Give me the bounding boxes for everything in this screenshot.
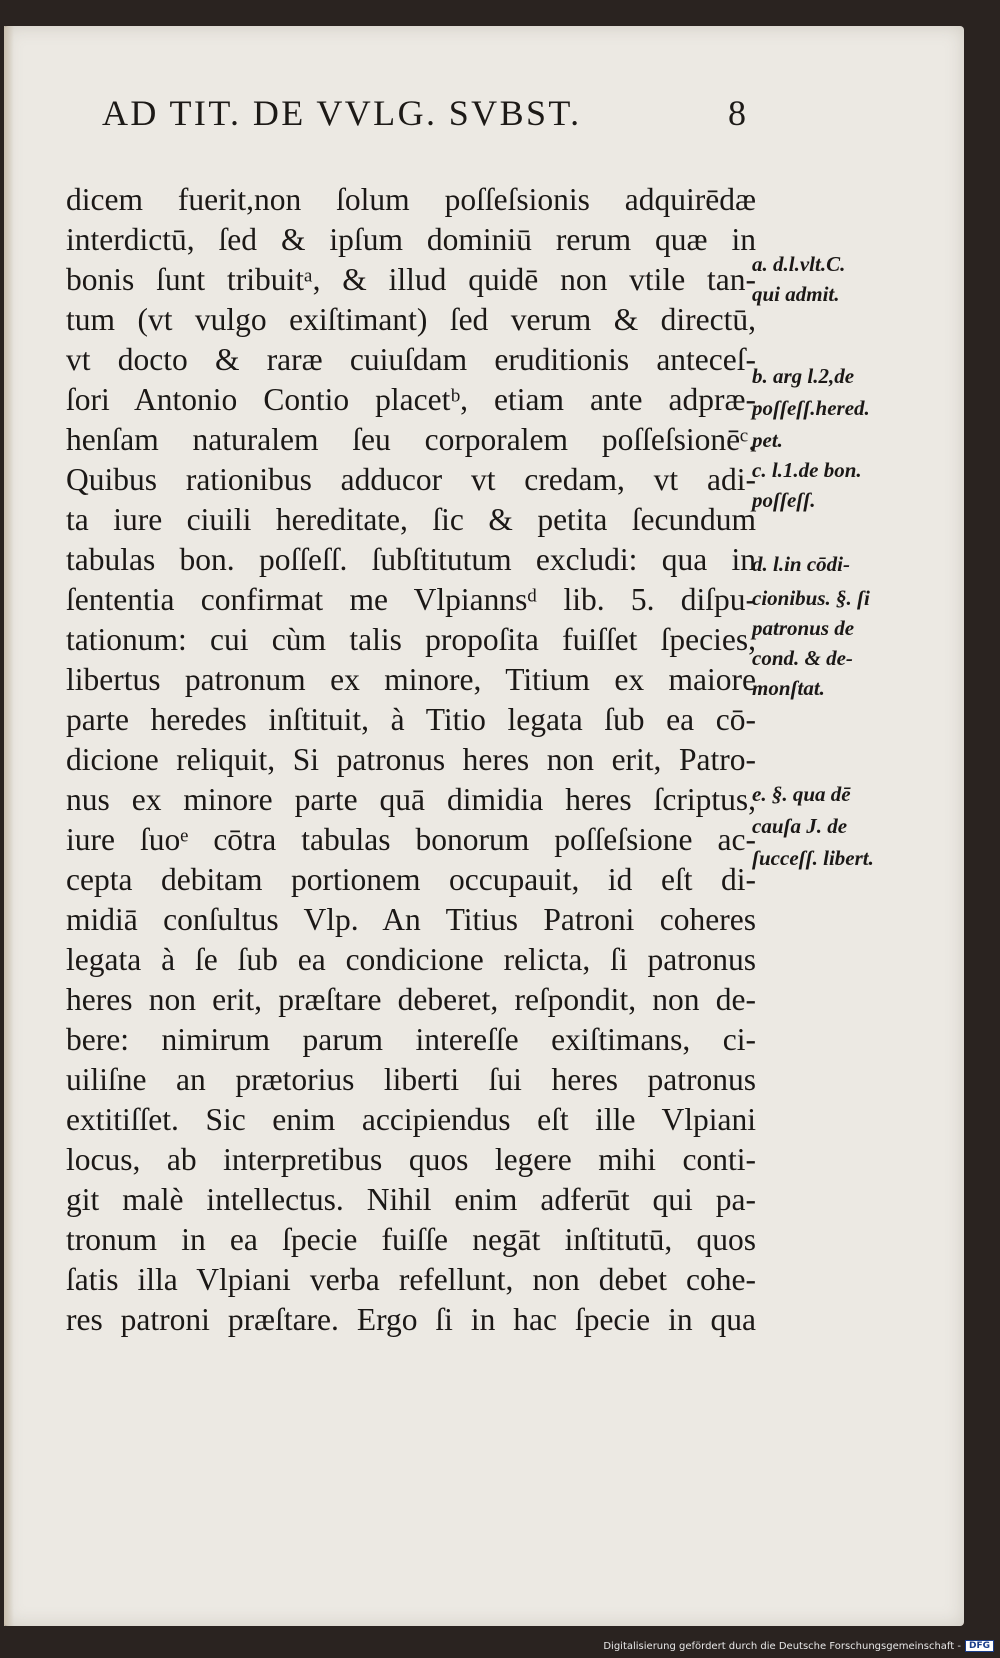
text-line: henſam naturalem ſeu corporalem poſſeſsionēᶜ. xyxy=(66,422,756,457)
text-line: heres non erit, præſtare deberet, reſpondit, non de- xyxy=(66,982,756,1017)
book-page xyxy=(4,26,964,1626)
digitization-credit xyxy=(603,1640,994,1652)
margin-note: d. l.in cōdi- xyxy=(752,552,850,576)
margin-note: e. §. qua dē xyxy=(752,782,851,806)
page-number: 8 xyxy=(728,93,746,133)
text-line: tationum: cui cùm talis propoſita fuiſſet ſpecies, xyxy=(66,622,756,657)
margin-note: poſſeſſ. xyxy=(752,488,816,512)
margin-note: pet. xyxy=(752,428,783,452)
text-line: parte heredes inſtituit, à Titio legata ſub ea cō- xyxy=(66,702,756,737)
margin-note: cionibus. §. ſi xyxy=(752,586,870,610)
text-line: ſatis illa Vlpiani verba refellunt, non debet cohe- xyxy=(66,1262,756,1297)
running-header: AD TIT. DE VVLG. SVBST. xyxy=(102,93,582,133)
text-line: legata à ſe ſub ea condicione relicta, ſi patronus xyxy=(66,942,756,977)
text-line: ta iure ciuili hereditate, ſic & petita ſecundum xyxy=(66,502,756,537)
text-line: tabulas bon. poſſeſſ. ſubſtitutum excludi: qua in xyxy=(66,542,756,577)
text-line: git malè intellectus. Nihil enim adferūt qui pa- xyxy=(66,1182,756,1217)
margin-note: patronus de xyxy=(752,616,855,640)
text-line: cepta debitam portionem occupauit, id eſt di- xyxy=(66,862,756,897)
text-line: dicione reliquit, Si patronus heres non erit, Patro- xyxy=(66,742,756,777)
text-line: interdictū, ſed & ipſum dominiū rerum quæ in xyxy=(66,222,756,257)
text-line: uiliſne an prætorius liberti ſui heres patronus xyxy=(66,1062,756,1097)
text-line: locus, ab interpretibus quos legere mihi conti- xyxy=(66,1142,756,1177)
main-text-block xyxy=(66,180,756,1340)
credit-text: Digitalisierung gefördert durch die Deutsche Forschungsgemeinschaft - xyxy=(603,1640,961,1652)
margin-note: cond. & de- xyxy=(752,646,853,670)
dfg-logo: DFG xyxy=(965,1640,994,1652)
margin-note: qui admit. xyxy=(752,282,840,306)
text-line: iure ſuoᵉ cōtra tabulas bonorum poſſeſsione ac- xyxy=(66,822,756,857)
text-line: dicem fuerit,non ſolum poſſeſsionis adquirēdæ xyxy=(66,182,756,217)
margin-note: monſtat. xyxy=(752,676,825,700)
text-line: ſori Antonio Contio placetᵇ, etiam ante adpræ- xyxy=(66,382,756,417)
text-line: nus ex minore parte quā dimidia heres ſcriptus, xyxy=(66,782,756,817)
text-line: vt docto & raræ cuiuſdam eruditionis anteceſ- xyxy=(66,342,756,377)
text-line: bere: nimirum parum intereſſe exiſtimans, ci- xyxy=(66,1022,756,1057)
text-line: bonis ſunt tribuitᵃ, & illud quidē non vtile tan- xyxy=(66,262,756,297)
text-line: libertus patronum ex minore, Titium ex maiore xyxy=(66,662,756,697)
text-line: extitiſſet. Sic enim accipiendus eſt ille Vlpiani xyxy=(66,1102,756,1137)
margin-note: ſucceſſ. libert. xyxy=(752,846,874,870)
text-line: ſententia confirmat me Vlpiannsᵈ lib. 5. diſpu- xyxy=(66,582,756,617)
margin-note: cauſa J. de xyxy=(752,814,848,838)
text-line: tum (vt vulgo exiſtimant) ſed verum & directū, xyxy=(66,302,756,337)
text-line: Quibus rationibus adducor vt credam, vt adi- xyxy=(66,462,756,497)
text-line: tronum in ea ſpecie fuiſſe negāt inſtitutū, quos xyxy=(66,1222,756,1257)
margin-note: c. l.1.de bon. xyxy=(752,458,862,482)
margin-note: a. d.l.vlt.C. xyxy=(752,252,846,276)
margin-note: b. arg l.2,de xyxy=(752,364,855,388)
text-line: midiā conſultus Vlp. An Titius Patroni coheres xyxy=(66,902,756,937)
text-line: res patroni præſtare. Ergo ſi in hac ſpecie in qua xyxy=(66,1302,756,1337)
margin-note: poſſeſſ.hered. xyxy=(752,396,870,420)
